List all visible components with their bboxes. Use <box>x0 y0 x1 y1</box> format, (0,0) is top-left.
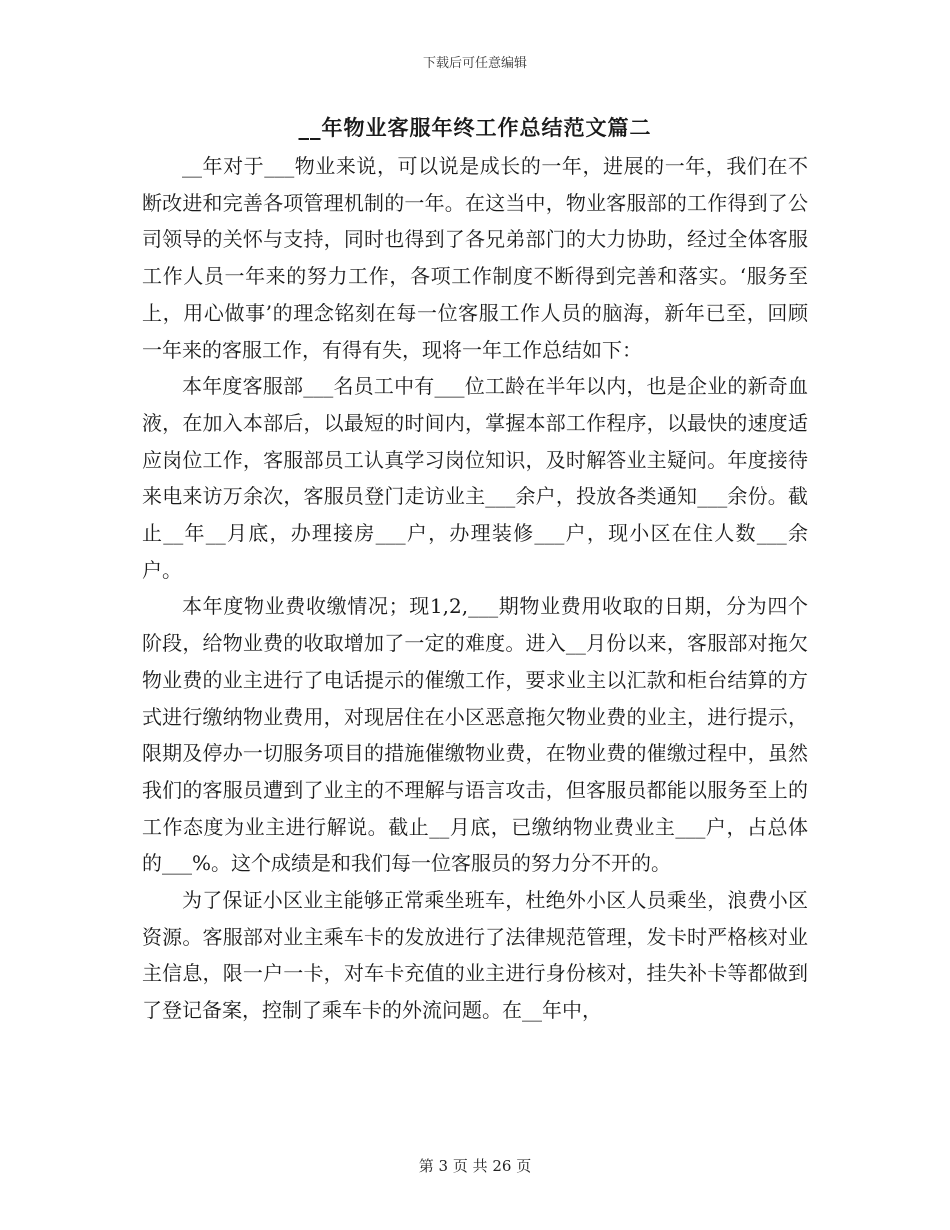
document-title: __年物业客服年终工作总结范文篇二 <box>298 115 652 140</box>
page-number: 第 3 页 共 26 页 <box>418 1157 532 1175</box>
paragraph-fees: 本年度物业费收缴情况；现1,2,___期物业费用收取的日期，分为四个阶段，给物业费的收取增加了一定的难度。进入__月份以来，客服部对拖欠物业费的业主进行了电话提示的催缴工作，要求业主以汇款和柜台结算的方式进行缴纳物业费用，对现居住在小区恶意拖欠物业费的业主，进行提示，限期及停办一切服务项目的措施催缴物业费，在物业费的催缴过程中，虽然我们的客服员遭到了业主的不理解与语言攻击，但客服员都能以服务至上的工作态度为业主进行解说。截止__月底，已缴纳物业费业主___户，占总体的___%。这个成绩是和我们每一位客服员的努力分不开的。 <box>142 594 808 876</box>
download-note: 下载后可任意编辑 <box>422 56 527 71</box>
paragraph-staff: 本年度客服部___名员工中有___位工龄在半年以内，也是企业的新奇血液，在加入本部后，以最短的时间内，掌握本部工作程序，以最快的速度适应岗位工作，客服部员工认真学习岗位知识，及时解答业主疑问。年度接待来电来访万余次，客服员登门走访业主___余户，投放各类通知___余份。截止__年__月底，办理接房___户，办理装修___户，现小区在住人数___余户。 <box>142 374 808 582</box>
paragraph-shuttle: 为了保证小区业主能够正常乘坐班车，杜绝外小区人员乘坐，浪费小区资源。客服部对业主乘车卡的发放进行了法律规范管理，发卡时严格核对业主信息，限一户一卡，对车卡充值的业主进行身份核对，挂失补卡等都做到了登记备案，控制了乘车卡的外流问题。在__年中， <box>142 888 808 1023</box>
document-body <box>142 148 808 1029</box>
paragraph-intro: __年对于___物业来说，可以说是成长的一年，进展的一年，我们在不断改进和完善各项管理机制的一年。在这当中，物业客服部的工作得到了公司领导的关怀与支持，同时也得到了各兄弟部门的大力协助，经过全体客服工作人员一年来的努力工作，各项工作制度不断得到完善和落实。‘服务至上，用心做事’的理念铭刻在每一位客服工作人员的脑海，新年已至，回顾一年来的客服工作，有得有失，现将一年工作总结如下： <box>142 154 808 362</box>
